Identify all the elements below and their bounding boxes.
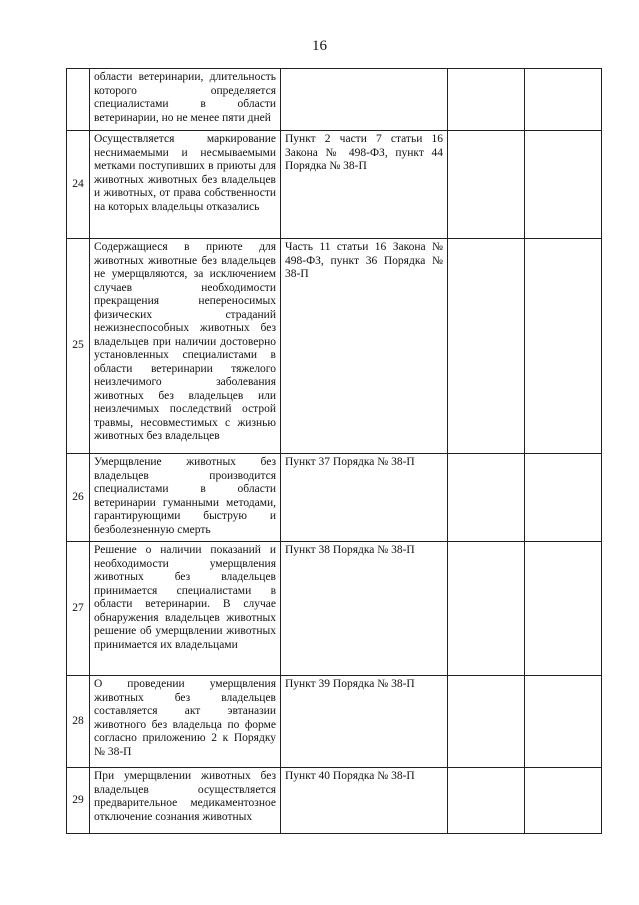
row-number: 29 [67, 768, 90, 834]
requirement-cell: Содержащиеся в приюте для животных животные без владельцев не умерщвляются, за исключением случаев необходимости прекращения непереносимых физических страданий нежизнеспособных животных без владельцев при наличии достоверно установленных специалистами в области ветеринарии тяжелого неизлечимого заболевания животных без владельцев или неизлечимых последствий острой травмы, несовместимых с жизнью животных без владельцев [90, 239, 281, 454]
requirement-cell: Осуществляется маркирование неснимаемыми и несмываемыми метками поступивших в приюты для животных животных без владельцев и животных, от права собственности на которых владельцы отказались [90, 131, 281, 239]
table-row [67, 69, 602, 131]
table-row [67, 768, 602, 834]
empty-cell [525, 454, 602, 542]
requirement-cell: области ветеринарии, длительность которого определяется специалистами в области ветеринарии, но не менее пяти дней [90, 69, 281, 131]
table-row [67, 131, 602, 239]
page-number: 16 [312, 38, 327, 54]
legal-reference-cell: Пункт 2 части 7 статьи 16 Закона № 498-ФЗ, пункт 44 Порядка № 38-П [281, 131, 448, 239]
table-body [67, 69, 602, 834]
row-number [67, 69, 90, 131]
row-number: 26 [67, 454, 90, 542]
requirement-cell: Умерщвление животных без владельцев производится специалистами в области ветеринарии гуманными методами, гарантирующими быструю и безболезненную смерть [90, 454, 281, 542]
empty-cell [448, 542, 525, 676]
row-number: 28 [67, 676, 90, 768]
requirement-cell: О проведении умерщвления животных без владельцев составляется акт эвтаназии животного без владельца по форме согласно приложению 2 к Порядку № 38-П [90, 676, 281, 768]
legal-reference-cell: Пункт 38 Порядка № 38-П [281, 542, 448, 676]
legal-reference-cell [281, 69, 448, 131]
table-row [67, 542, 602, 676]
legal-reference-cell: Часть 11 статьи 16 Закона № 498-ФЗ, пункт 36 Порядка № 38-П [281, 239, 448, 454]
empty-cell [448, 676, 525, 768]
empty-cell [525, 69, 602, 131]
empty-cell [525, 768, 602, 834]
table-row [67, 676, 602, 768]
row-number: 25 [67, 239, 90, 454]
requirement-cell: Решение о наличии показаний и необходимости умерщвления животных без владельцев принимается специалистами в области ветеринарии. В случае обнаружения владельцев животных решение об умерщвлении животных принимается их владельцами [90, 542, 281, 676]
table-row [67, 454, 602, 542]
empty-cell [525, 676, 602, 768]
empty-cell [525, 131, 602, 239]
table-row [67, 239, 602, 454]
empty-cell [448, 131, 525, 239]
empty-cell [525, 239, 602, 454]
empty-cell [448, 69, 525, 131]
legal-reference-cell: Пункт 37 Порядка № 38-П [281, 454, 448, 542]
requirement-cell: При умерщвлении животных без владельцев осуществляется предварительное медикаментозное отключение сознания животных [90, 768, 281, 834]
empty-cell [448, 454, 525, 542]
empty-cell [448, 239, 525, 454]
empty-cell [525, 542, 602, 676]
requirements-table [66, 68, 602, 834]
legal-reference-cell: Пункт 40 Порядка № 38-П [281, 768, 448, 834]
empty-cell [448, 768, 525, 834]
legal-reference-cell: Пункт 39 Порядка № 38-П [281, 676, 448, 768]
row-number: 24 [67, 131, 90, 239]
row-number: 27 [67, 542, 90, 676]
